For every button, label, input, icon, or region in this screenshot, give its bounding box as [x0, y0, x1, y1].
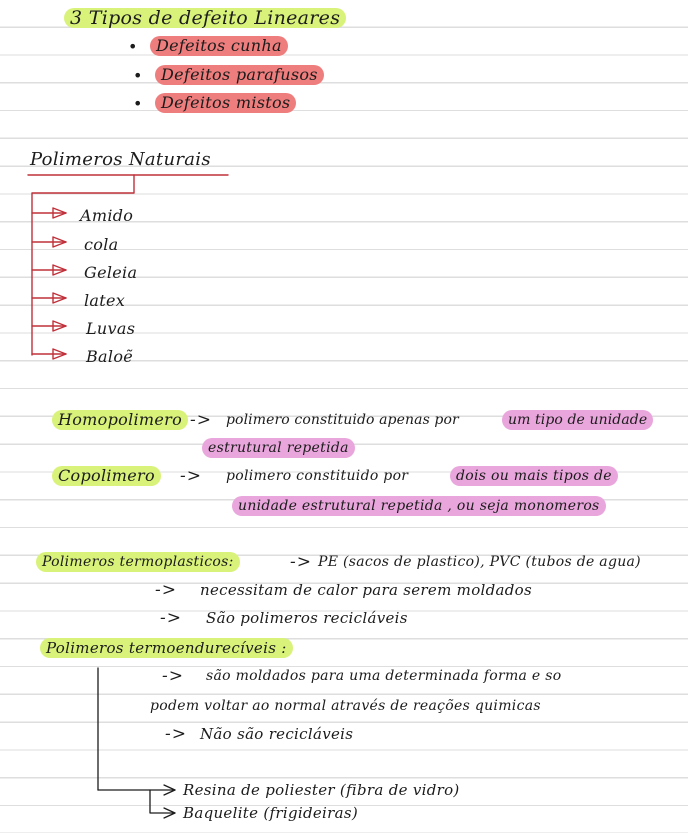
thermosets-point-arrow: ->	[162, 666, 184, 686]
thermosets-point-line-1: são moldados para uma determinada forma e so	[206, 668, 562, 684]
defect-item-1: Defeitos cunha	[150, 36, 288, 56]
natural-polymer-item: Geleia	[84, 263, 138, 282]
thermoset-tree-branch-2	[150, 790, 175, 813]
thermoplastics-point: necessitam de calor para serem moldados	[200, 581, 532, 599]
homo-arrow: ->	[190, 410, 212, 430]
copo-definition: polimero constituido por	[226, 468, 409, 484]
copo-highlight-2: unidade estrutural repetida , ou seja monomeros	[232, 496, 606, 516]
natural-polymer-item: cola	[84, 235, 119, 254]
thermoplastics-arrow: ->	[290, 552, 312, 572]
natural-polymer-item: Amido	[80, 206, 134, 225]
thermosets-point-line-2: podem voltar ao normal através de reações quimicas	[150, 698, 541, 714]
term-homopolymer: Homopolimero	[52, 410, 188, 430]
term-copolymer: Copolimero	[52, 466, 161, 486]
defect-item-2: Defeitos parafusos	[155, 65, 324, 85]
thermoplastics-point-arrow: ->	[155, 580, 177, 600]
tree-arrowhead-3	[53, 265, 66, 275]
bullet-icon: •	[133, 94, 143, 113]
thermoset-tree-arrowhead-1	[164, 785, 175, 795]
bullet-icon: •	[133, 66, 143, 85]
thermoplastics-point-arrow: ->	[160, 608, 182, 628]
defect-item-3: Defeitos mistos	[155, 93, 296, 113]
homo-highlight-2: estrutural repetida	[202, 438, 355, 458]
homo-definition: polimero constituido apenas por	[226, 412, 459, 428]
thermosets-point-arrow: ->	[165, 724, 187, 744]
section-title-natural-polymers: Polimeros Naturais	[30, 149, 211, 170]
natural-polymer-item: Baloẽ	[86, 347, 134, 366]
tree-arrowhead-4	[53, 293, 66, 303]
thermoset-tree-arrowhead-2	[164, 808, 175, 818]
copo-highlight-1: dois ou mais tipos de	[450, 466, 618, 486]
natural-polymer-item: latex	[84, 291, 126, 310]
bullet-icon: •	[128, 37, 138, 56]
thermoplastics-point: São polimeros recicláveis	[206, 609, 408, 627]
thermoplastics-examples: PE (sacos de plastico), PVC (tubos de agua)	[318, 554, 641, 570]
thermoset-example: Resina de poliester (fibra de vidro)	[183, 781, 460, 799]
tree-arrowhead-5	[53, 321, 66, 331]
section-title-linear-defects: 3 Tipos de defeito Lineares	[64, 8, 346, 28]
homo-highlight-1: um tipo de unidade	[502, 410, 653, 430]
copo-arrow: ->	[180, 466, 202, 486]
natural-polymer-item: Luvas	[86, 319, 136, 338]
tree-arrowhead-1	[53, 208, 66, 218]
term-thermosets: Polimeros termoendurecíveis :	[40, 638, 293, 658]
term-thermoplastics: Polimeros termoplasticos:	[36, 552, 240, 572]
tree-arrowhead-6	[53, 349, 66, 359]
thermosets-point: Não são recicláveis	[200, 725, 354, 743]
thermoset-example: Baquelite (frigideiras)	[183, 804, 358, 822]
tree-arrowhead-2	[53, 237, 66, 247]
